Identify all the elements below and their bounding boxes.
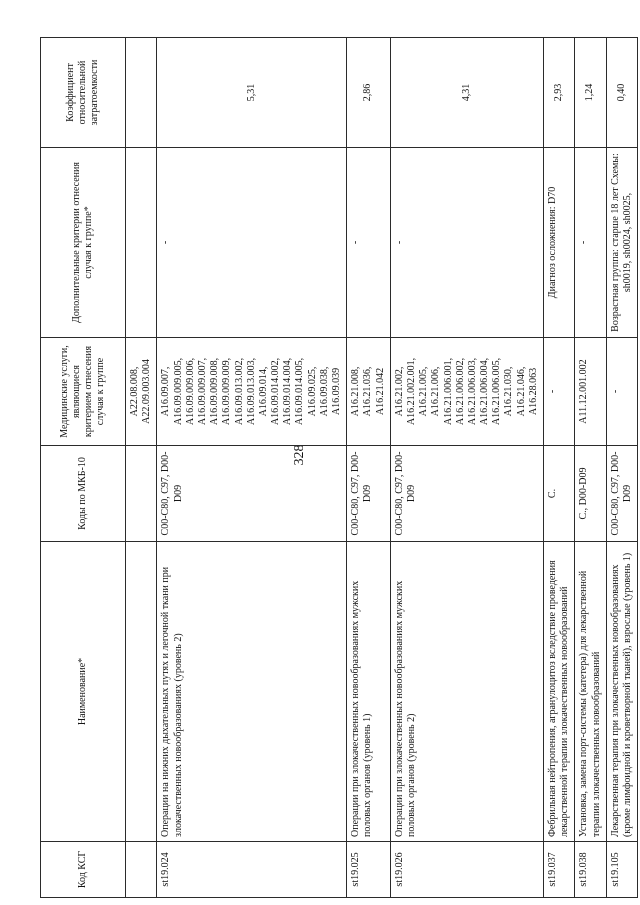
service-code: A16.21.006.004, xyxy=(479,357,491,426)
service-code: A16.21.002.001, xyxy=(405,357,417,426)
additional-criteria-cell: Диагноз осложнения: D70 xyxy=(544,148,575,338)
table-row xyxy=(606,38,637,898)
name-cell: Лекарственная терапия при злокачественных новообразованиях (кроме лимфоидной и кроветворной тканей), взрослые (уровень 1) xyxy=(606,542,637,842)
service-code: A16.21.030, xyxy=(503,366,515,417)
service-code: A22.09.003.004 xyxy=(141,359,153,424)
service-code: A16.09.007, xyxy=(160,366,172,417)
service-code: A16.09.025, xyxy=(306,366,318,417)
name-cell: Операции при злокачественных новообразованиях мужских половых органов (уровень 2) xyxy=(390,542,543,842)
service-code: A16.21.002, xyxy=(393,366,405,417)
table-row xyxy=(390,38,543,898)
service-code: A16.09.014.004, xyxy=(282,357,294,426)
medical-services-cell xyxy=(606,338,637,446)
ksg-code-cell: st19.038 xyxy=(575,842,606,898)
header-name: Наименование* xyxy=(41,542,126,842)
ksg-code-cell: st19.024 xyxy=(157,842,347,898)
header-cost-coefficient: Коэффициент относительной затратоемкости xyxy=(41,38,126,148)
table-row xyxy=(157,38,347,898)
medical-services-cell xyxy=(575,338,606,446)
medical-services-cell xyxy=(126,338,157,446)
name-cell: Операции на нижних дыхательных путях и легочной ткани при злокачественных новообразованиях (уровень 2) xyxy=(157,542,347,842)
service-code: A16.21.006.001, xyxy=(442,357,454,426)
table-row xyxy=(347,38,391,898)
header-ksg-code: Код КСГ xyxy=(41,842,126,898)
service-code: A16.09.014, xyxy=(257,366,269,417)
service-code: A16.21.006.003, xyxy=(466,357,478,426)
cost-coefficient-cell xyxy=(126,38,157,148)
name-cell: Фебрильная нейтропения, агранулоцитоз вследствие проведения лекарственной терапии злокачественных новообразований xyxy=(544,542,575,842)
additional-criteria-cell: - xyxy=(157,148,347,338)
ksg-code-cell: st19.105 xyxy=(606,842,637,898)
additional-criteria-cell xyxy=(126,148,157,338)
service-code: A16.09.009.009, xyxy=(221,357,233,426)
service-code: - xyxy=(609,389,621,394)
service-code: A16.09.009.007, xyxy=(196,357,208,426)
service-code: A16.09.013.002, xyxy=(233,357,245,426)
header-medical-services: Медицинские услуги, являющиеся критерием отнесения случая к группе xyxy=(41,338,126,446)
service-code: A16.21.006, xyxy=(430,366,442,417)
table-body xyxy=(126,38,638,898)
service-code: A22.08.008, xyxy=(129,366,140,417)
service-code: A16.09.013.003, xyxy=(245,357,257,426)
ksg-code-cell xyxy=(126,842,157,898)
cost-coefficient-cell: 5,31 xyxy=(157,38,347,148)
medical-services-cell xyxy=(390,338,543,446)
mkb-codes-cell: C. xyxy=(544,446,575,542)
service-code: A16.09.009.005, xyxy=(172,357,184,426)
service-code: A16.21.005, xyxy=(418,366,430,417)
cost-coefficient-cell: 2,93 xyxy=(544,38,575,148)
mkb-codes-cell: C00-C80, C97, D00-D09 xyxy=(157,446,347,542)
service-code: A16.21.042 xyxy=(374,367,386,416)
name-cell: Установка, замена порт-системы (катетера) для лекарственной терапии злокачественных новообразований xyxy=(575,542,606,842)
medical-services-cell xyxy=(347,338,391,446)
name-cell xyxy=(126,542,157,842)
table-header-row xyxy=(41,38,126,898)
ksg-code-cell: st19.037 xyxy=(544,842,575,898)
service-code: A16.21.008, xyxy=(350,366,362,417)
name-cell: Операции при злокачественных новообразованиях мужских половых органов (уровень 1) xyxy=(347,542,391,842)
mkb-codes-cell: C00-C80, C97, D00-D09 xyxy=(390,446,543,542)
page-number: 328 xyxy=(292,444,307,466)
service-code: A16.21.046, xyxy=(515,366,527,417)
rotated-table-sheet xyxy=(40,38,633,898)
service-code: A16.09.039 xyxy=(331,367,342,416)
ksg-code-cell: st19.025 xyxy=(347,842,391,898)
service-code: A16.09.038, xyxy=(318,366,330,417)
cost-coefficient-cell: 4,31 xyxy=(390,38,543,148)
service-code: A16.09.009.006, xyxy=(184,357,196,426)
service-code: A16.09.014.005, xyxy=(294,357,306,426)
service-code: A16.28.063 xyxy=(527,367,539,416)
service-code: A16.21.006.005, xyxy=(491,357,503,426)
header-additional-criteria: Дополнительные критерии отнесения случая к группе* xyxy=(41,148,126,338)
medical-services-cell xyxy=(544,338,575,446)
cost-coefficient-cell: 0,40 xyxy=(606,38,637,148)
mkb-codes-cell: C00-C80, C97, D00-D09 xyxy=(606,446,637,542)
service-code: A16.09.009.008, xyxy=(209,357,221,426)
service-code: A16.21.006.002, xyxy=(454,357,466,426)
mkb-codes-cell: C., D00-D09 xyxy=(575,446,606,542)
ksg-table xyxy=(40,37,638,898)
cost-coefficient-cell: 1,24 xyxy=(575,38,606,148)
additional-criteria-cell: Возрастная группа: старше 18 лет Схемы: sh0019, sh0024, sh0025, xyxy=(606,148,637,338)
additional-criteria-cell: - xyxy=(575,148,606,338)
table-row xyxy=(126,38,157,898)
additional-criteria-cell: - xyxy=(390,148,543,338)
mkb-codes-cell xyxy=(126,446,157,542)
table-row xyxy=(544,38,575,898)
table-row xyxy=(575,38,606,898)
additional-criteria-cell: - xyxy=(347,148,391,338)
header-mkb-codes: Коды по МКБ-10 xyxy=(41,446,126,542)
service-code: A16.21.036, xyxy=(362,366,374,417)
ksg-code-cell: st19.026 xyxy=(390,842,543,898)
mkb-codes-cell: C00-C80, C97, D00-D09 xyxy=(347,446,391,542)
service-code: A16.09.014.002, xyxy=(270,357,282,426)
cost-coefficient-cell: 2,86 xyxy=(347,38,391,148)
service-code: A11.12.001.002 xyxy=(578,359,590,424)
medical-services-cell xyxy=(157,338,347,446)
service-code: - xyxy=(547,389,558,394)
